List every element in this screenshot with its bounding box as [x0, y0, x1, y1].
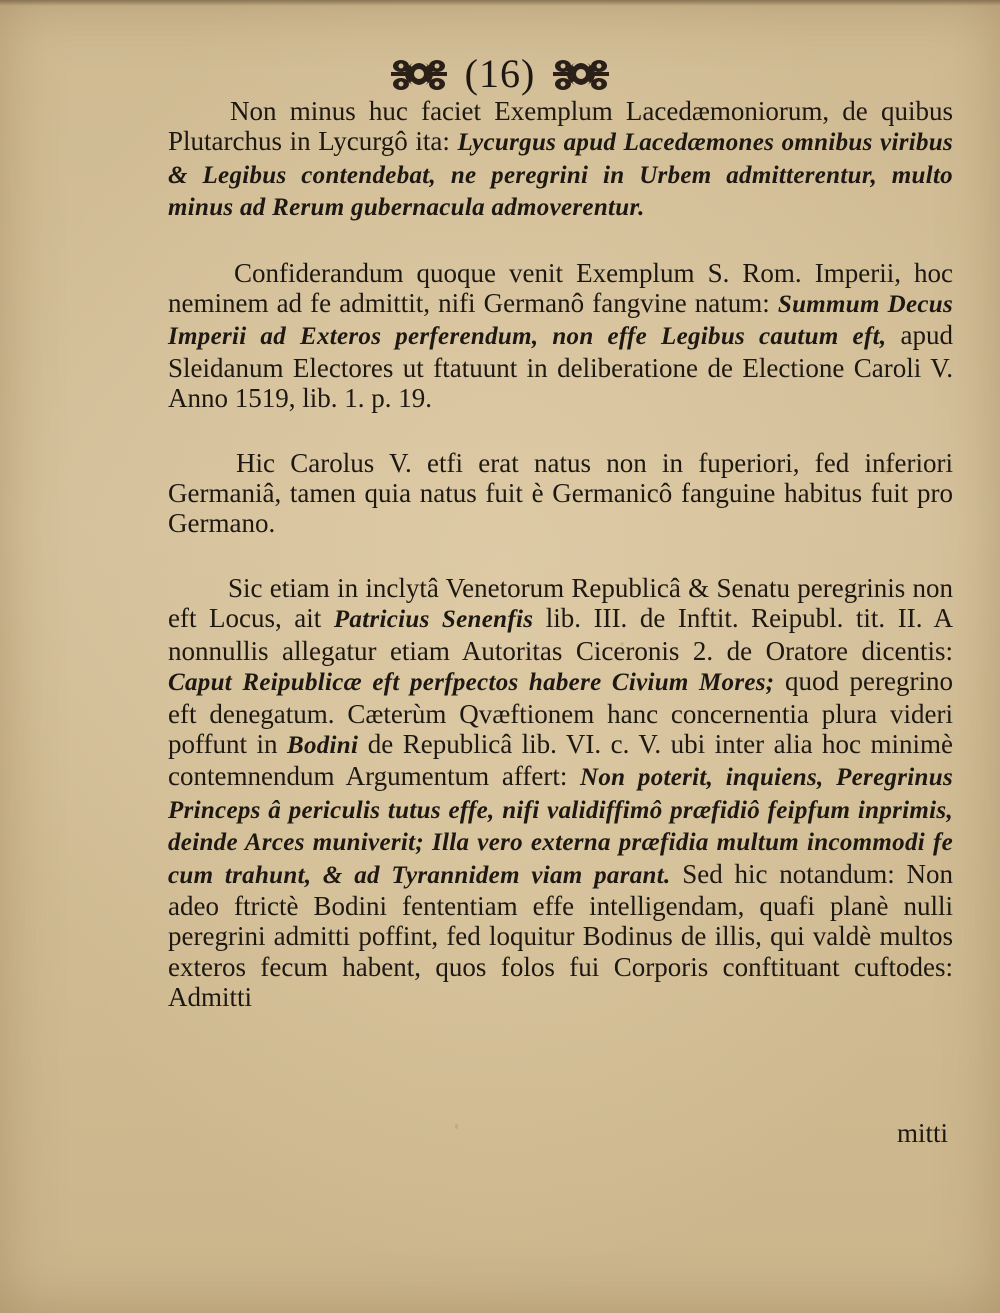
body-text: [168, 96, 953, 1047]
italic-name: Patricius Senenfis: [333, 606, 534, 634]
paper-spot: [455, 1124, 458, 1129]
catchword: mitti: [896, 1118, 948, 1148]
floral-ornament-icon: [387, 52, 451, 96]
text-segment: apud Sleidanum Electores ut ftatuunt in deliberatione de Electione Caroli V. Anno 1519, lib. 1. p. 19.: [168, 320, 954, 414]
paragraph-venetian-republic: [168, 573, 953, 1013]
text-segment: Hic Carolus V. etfi erat natus non in fuperiori, fed inferiori Germaniâ, tamen quia natus fuit è Germanicô fanguine habitus fuit pro Germano.: [168, 447, 953, 539]
italic-quote: Non poterit, inquiens, Peregrinus Princeps â periculis tutus effe, nifi validiffimô præfidiô feipfum inprimis, deinde Arces muniverit; Illa vero externa præfidia multum incommodi fe cum trahunt, & ad Tyrannidem viam parant.: [168, 764, 953, 889]
paragraph-roman-empire: [168, 258, 953, 414]
page-top-edge: [0, 0, 1000, 6]
text-segment: Non minus huc faciet Exemplum Lacedæmoniorum, de quibus Plutarchus in Lycurgô ita:: [168, 96, 953, 157]
paragraph-charles-v: [168, 448, 953, 539]
page-header: [0, 44, 1000, 104]
text-segment: Sed hic notandum: Non adeo ftrictè Bodini fententiam effe intelligendam, quafi planè nulli peregrini admitti poffint, fed loquitur Bodinus de illis, qui valdè multos exteros fecum habent, quos folos fui Corporis conftituant cuftodes: Admitti: [168, 858, 953, 1013]
text-segment: quod peregrino eft denegatum. Cæterùm Qvæftionem hanc concernentia plura videri poffunt in: [168, 666, 953, 759]
italic-name: Bodini: [286, 731, 359, 759]
text-segment: Sic etiam in inclytâ Venetorum Republicâ & Senatu peregrinis non eft Locus, ait: [168, 572, 953, 634]
text-segment: de Republicâ lib. VI. c. V. ubi inter alia hoc minimè contemnendum Argumentum affert:: [168, 728, 954, 792]
floral-ornament-icon: [549, 52, 613, 96]
text-segment: Confiderandum quoque venit Exemplum S. Rom. Imperii, hoc neminem ad fe admittit, nifi Germanô fangvine natum:: [168, 257, 953, 319]
paragraph-lacedaemonians: [168, 96, 953, 224]
page-number: (16): [464, 51, 536, 96]
italic-quote: Caput Reipublicæ eft perfpectos habere Civium Mores;: [168, 669, 775, 697]
text-segment: lib. III. de Inftit. Reipubl. tit. II. A nonnullis allegatur etiam Autoritas Ciceronis 2. de Oratore dicentis:: [168, 603, 954, 666]
italic-quote: Summum Decus Imperii ad Exteros perferendum, non effe Legibus cautum eft,: [168, 291, 954, 351]
italic-quote: Lycurgus apud Lacedæmones omnibus viribus & Legibus contendebat, ne peregrini in Urbem admitterentur, multo minus ad Rerum gubernacula admoverentur.: [168, 129, 953, 222]
